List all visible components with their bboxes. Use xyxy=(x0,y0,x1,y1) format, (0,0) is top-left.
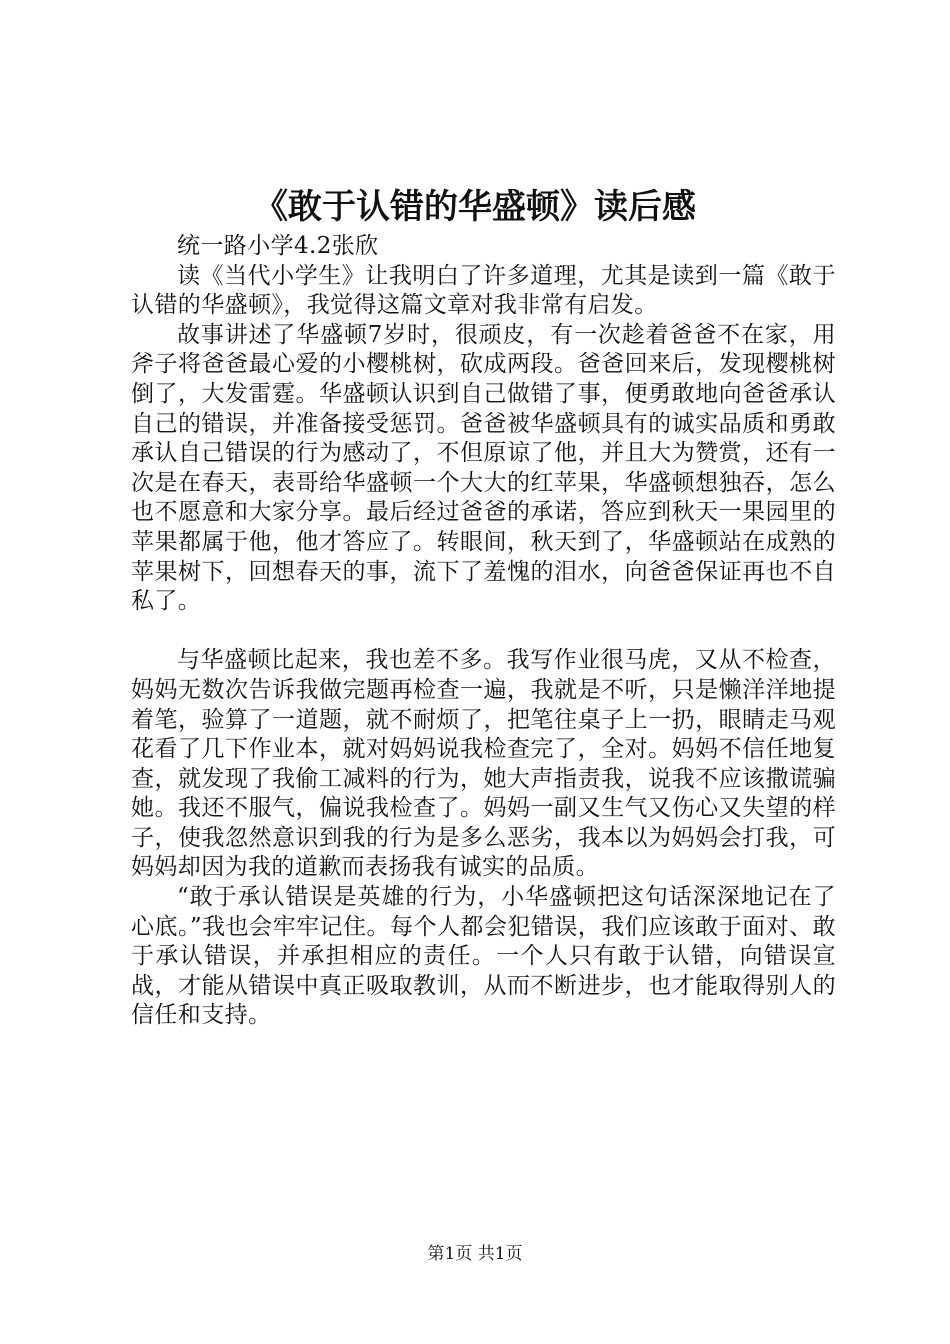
paragraph-intro: 读《当代小学生》让我明白了许多道理，尤其是读到一篇《敢于认错的华盛顿》，我觉得这篇文章对我非常有启发。 xyxy=(131,262,836,319)
page-number-footer: 第1页 共1页 xyxy=(427,1244,523,1264)
page-title: 《敢于认错的华盛顿》读后感 xyxy=(254,187,696,227)
paragraph-story: 故事讲述了华盛顿7岁时，很顽皮，有一次趁着爸爸不在家，用斧子将爸爸最心爱的小樱桃树，砍成两段。爸爸回来后，发现樱桃树倒了，大发雷霆。华盛顿认识到自己做错了事，便勇敢地向爸爸承认自己的错误，并准备接受惩罚。爸爸被华盛顿具有的诚实品质和勇敢承认自己错误的行为感动了，不但原谅了他，并且大为赞赏，还有一次是在春天，表哥给华盛顿一个大大的红苹果，华盛顿想独吞，怎么也不愿意和大家分享。最后经过爸爸的承诺，答应到秋天一果园里的苹果都属于他，他才答应了。转眼间，秋天到了，华盛顿站在成熟的苹果树下，回想春天的事，流下了羞愧的泪水，向爸爸保证再也不自私了。 xyxy=(131,321,836,615)
paragraph-reflection: 与华盛顿比起来，我也差不多。我写作业很马虎，又从不检查，妈妈无数次告诉我做完题再检查一遍，我就是不听，只是懒洋洋地提着笔，验算了一道题，就不耐烦了，把笔往桌子上一扔，眼睛走马观花看了几下作业本，就对妈妈说我检查完了，全对。妈妈不信任地复查，就发现了我偷工减料的行为，她大声指责我，说我不应该撒谎骗她。我还不服气，偏说我检查了。妈妈一副又生气又伤心又失望的样子，使我忽然意识到我的行为是多么恶劣，我本以为妈妈会打我，可妈妈却因为我的道歉而表扬我有诚实的品质。 xyxy=(131,647,836,881)
author-line: 统一路小学4.2张欣 xyxy=(177,233,379,259)
document-body xyxy=(131,232,836,1031)
paragraph-conclusion: “敢于承认错误是英雄的行为，小华盛顿把这句话深深地记在了心底。”我也会牢牢记住。每个人都会犯错误，我们应该敢于面对、敢于承认错误，并承担相应的责任。一个人只有敢于认错，向错误宣战，才能从错误中真正吸取教训，从而不断进步，也才能取得别人的信任和支持。 xyxy=(131,884,836,1029)
